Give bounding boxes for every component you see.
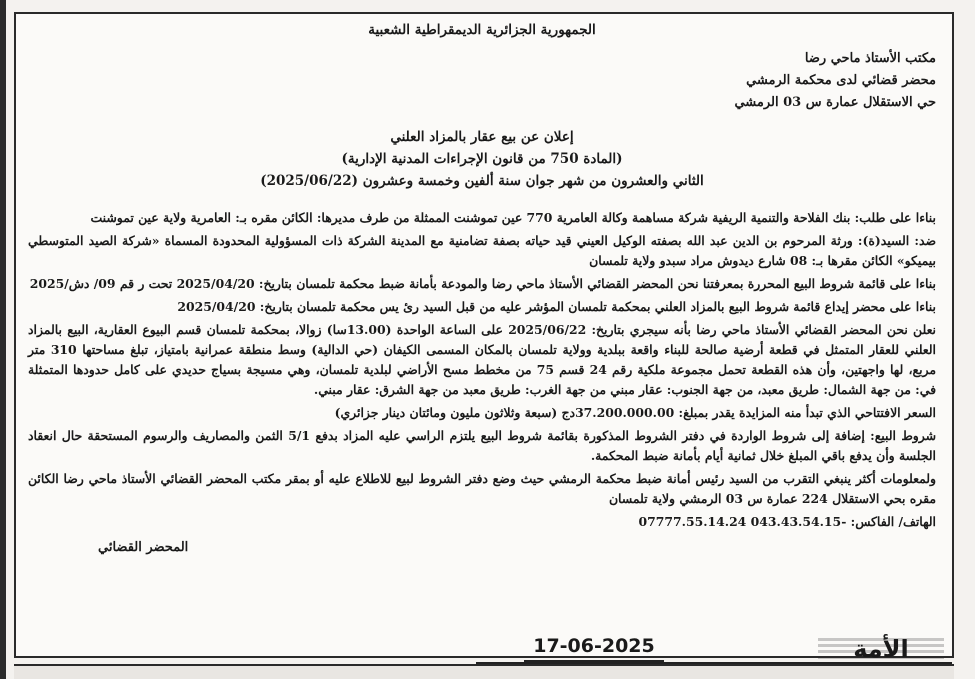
body-paragraph-conditions-list: بناءا على قائمة شروط البيع المحررة بمعرفتنا نحن المحضر القضائي الأستاذ ماحي رضا والمودعة بأمانة ضبط محكمة تلمسان بتاريخ: 2025/04/20 تحت ر قم 09/ دش/2025: [29, 276, 936, 291]
legal-notice-frame: [14, 12, 954, 663]
body-paragraph-requester: بناءا على طلب: بنك الفلاحة والتنمية الريفية شركة مساهمة وكالة العامرية 770 عين تموشنت الممثلة من طرف مديرها: الكائن مقره بـ: العامرية ولاية عين تموشنت: [90, 210, 936, 225]
bailiff-office-block: [28, 48, 936, 114]
body-paragraph-deposit: بناءا على محضر إيداع قائمة شروط البيع بالمزاد العلني بمحكمة تلمسان المؤشر عليه من قبل السيد رئ يس محكمة تلمسان بتاريخ: 2025/04/20: [177, 299, 936, 314]
office-name: مكتب الأستاذ ماحي رضا: [804, 51, 936, 66]
publication-date: 17-06-2025: [524, 632, 664, 662]
office-address: حي الاستقلال عمارة س 03 الرمشي: [734, 95, 936, 110]
body-paragraph-sale-conditions: شروط البيع: إضافة إلى شروط الواردة في دفتر الشروط المذكورة بقائمة شروط البيع يلتزم الراسي عليه المزاد بدفع 5/1 الثمن والمصاريف والرسوم المستحقة حال انعقاد الجلسة وأن يدفع باقي المبلغ خلال ثمانية أيام بأمانة ضبط المحكمة.: [28, 428, 936, 463]
body-paragraph-opening-price: السعر الافتتاحي الذي تبدأ منه المزايدة يقدر بمبلغ: 37.200.000.00دج (سبعة وثلاثون مليون ومائتان دينار جزائري): [334, 405, 936, 420]
notice-article: (المادة 750 من قانون الإجراءات المدنية الإدارية): [341, 151, 623, 167]
body-paragraph-phone: الهاتف/ الفاكس: -043.43.54.15 07777.55.14.24: [638, 514, 936, 529]
notice-body: [28, 208, 936, 532]
body-paragraph-information: ولمعلومات أكثر ينبغي التقرب من السيد رئيس أمانة ضبط محكمة الرمشي حيث وضع دفتر الشروط لبيع للاطلاع عليه أو بمقر مكتب المحضر القضائي الأستاذ ماحي رضا الكائن مقره بحي الاستقلال 224 عمارة س 03 الرمشي ولاية تلمسان: [28, 471, 936, 506]
notice-content: [16, 14, 952, 656]
notice-title: إعلان عن بيع عقار بالمزاد العلني: [390, 129, 574, 145]
next-article-edge: [14, 664, 954, 679]
notice-title-block: [28, 126, 936, 192]
bailiff-signature: المحضر القضائي: [98, 540, 189, 555]
office-court: محضر قضائي لدى محكمة الرمشي: [746, 73, 936, 88]
republic-header: الجمهورية الجزائرية الديمقراطية الشعبية: [368, 22, 596, 38]
body-paragraph-against: ضد: السيد(ة): ورثة المرحوم بن الدين عبد الله بصفته الوكيل العيني قيد حياته بصفة تضامنية مع المدينة الشركة ذات المسؤولية المحدودة المسماة «شركة الصيد المتوسطي بيميكو» الكائن مقرها بـ: 08 شارع ديدوش مراد سبدو ولاية تلمسان: [28, 233, 936, 268]
al-umma-logo: [812, 632, 950, 666]
notice-date-text: الثاني والعشرون من شهر جوان سنة ألفين وخمسة وعشرون (2025/06/22): [260, 173, 704, 189]
page-left-edge: [0, 0, 6, 679]
logo-text: الأمة: [853, 635, 909, 663]
body-paragraph-announcement: نعلن نحن المحضر القضائي الأستاذ ماحي رضا بأنه سيجري بتاريخ: 2025/06/22 على الساعة الواحدة (13.00سا) زوالا، بمحكمة تلمسان قسم البيوع العقارية، البيع بالمزاد العلني للعقار المتمثل في قطعة أرضية صالحة للبناء واقعة ببلدية وولاية تلمسان بالمكان المسمى الكيفان (حي الدالية) وسط منطقة عمرانية بامتياز، تبلغ مساحتها 310 متر مربع، لها واجهتين، وأن هذه القطعة تحمل مجموعة ملكية رقم 24 قسم 75 من مخطط مسح الأراضي لبلدية تلمسان، وهي مسيجة بسياج حديدي على كامل حدودها المتمثلة في: من جهة الشمال: طريق معبد، من جهة الجنوب: عقار مبني من جهة الغرب: طريق معبد من جهة الشرق: عقار مبني.: [28, 322, 937, 397]
